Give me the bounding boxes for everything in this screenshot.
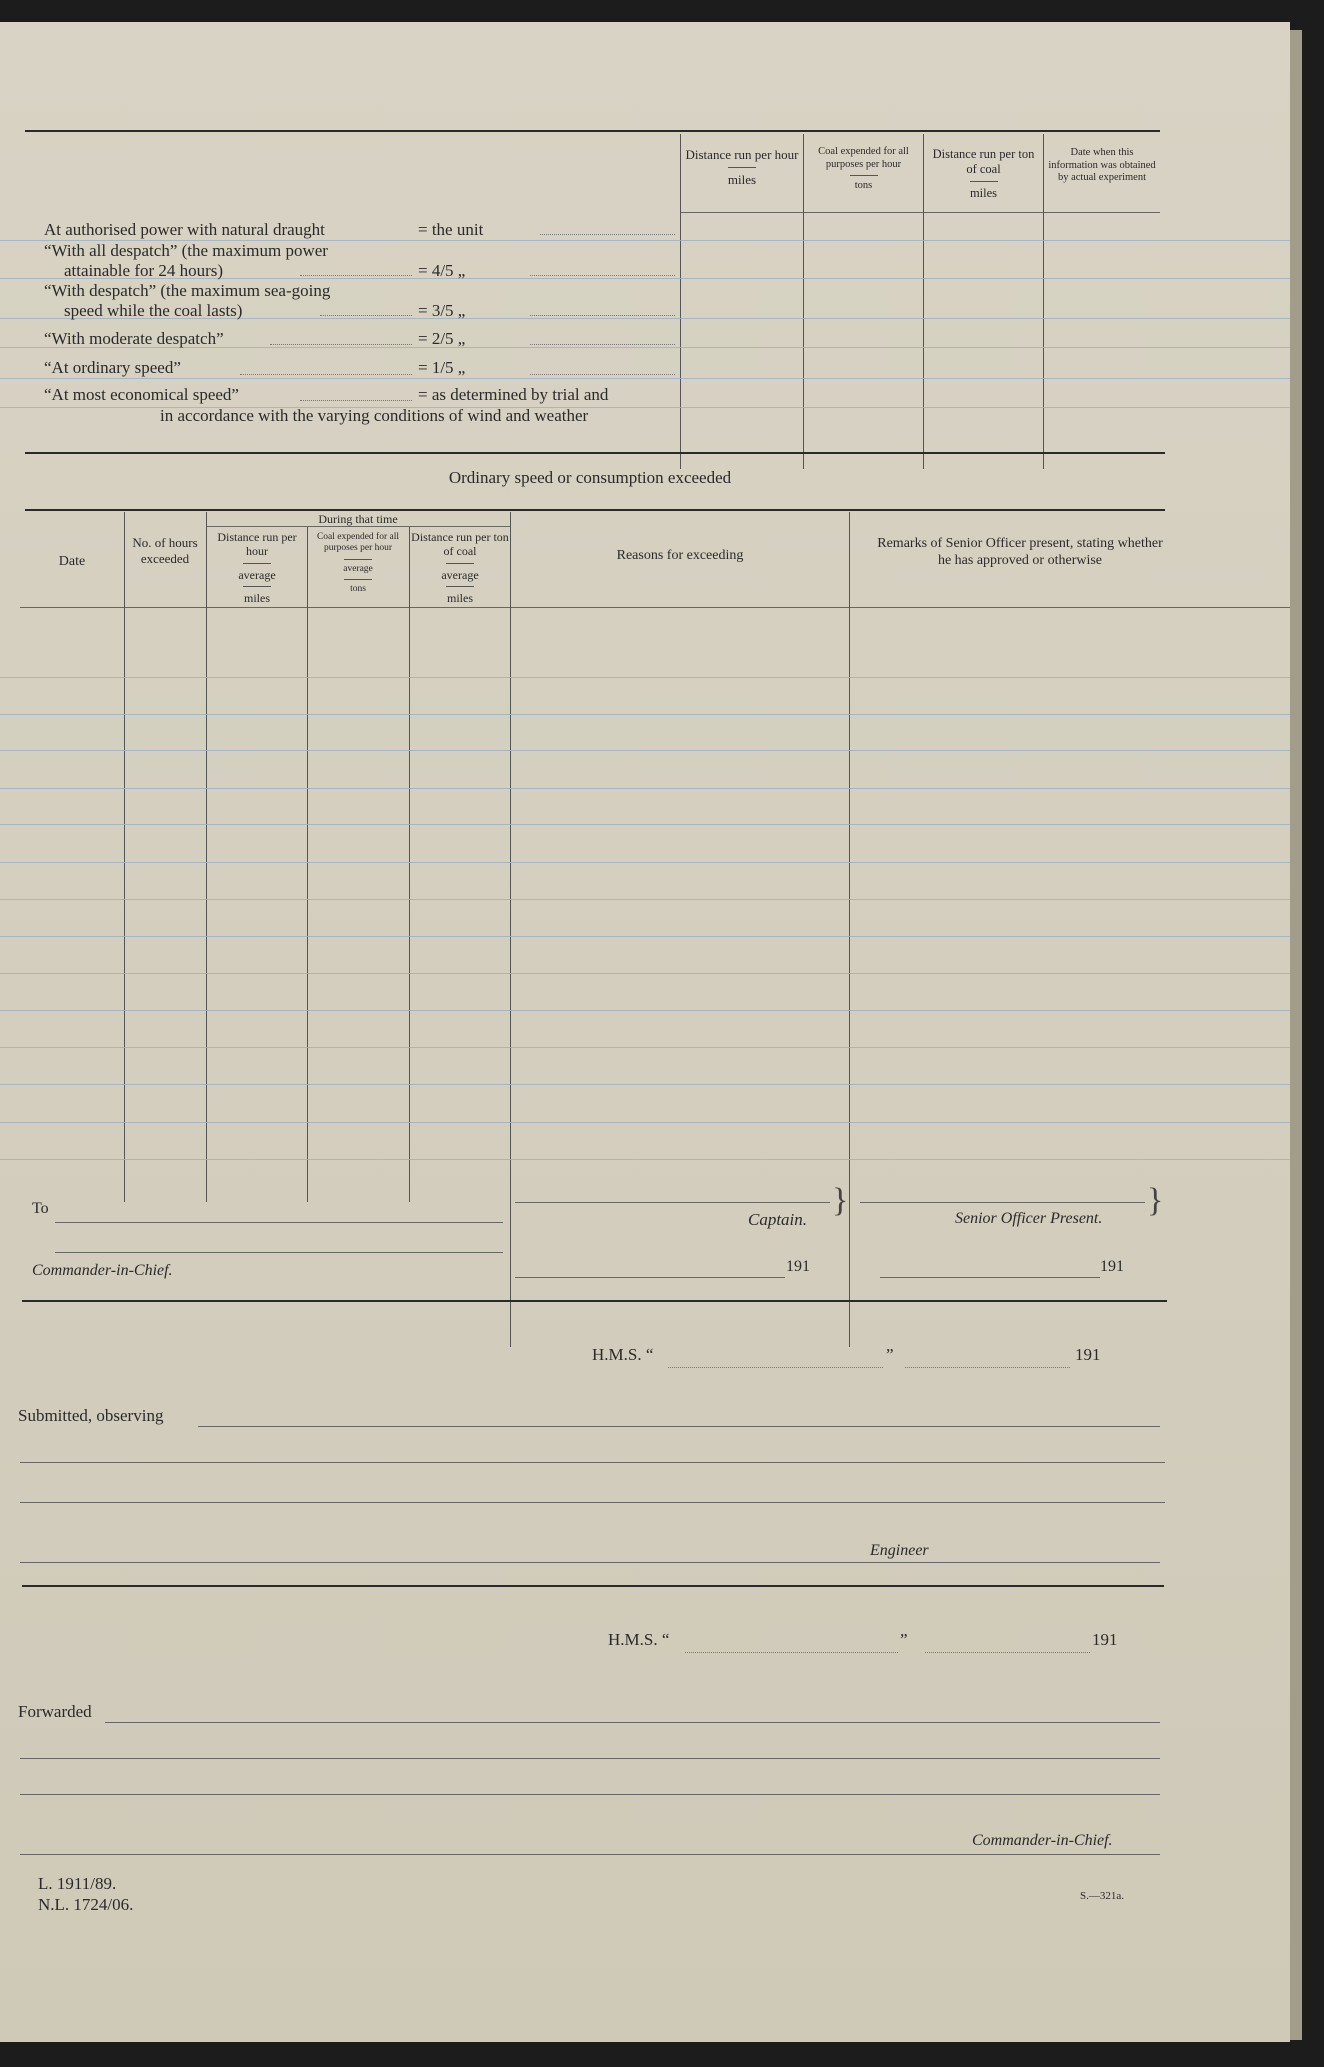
captain-year: 191 xyxy=(786,1258,810,1275)
leader-dots xyxy=(530,344,675,345)
table-row-line xyxy=(0,1122,1290,1123)
row-moderate-value: = 2/5 „ xyxy=(418,329,466,348)
leader-dots xyxy=(530,374,675,375)
table-row-line xyxy=(0,1159,1290,1160)
row-despatch-cont: speed while the coal lasts) xyxy=(64,301,243,320)
senior-year: 191 xyxy=(1100,1258,1124,1275)
submitted-hms-label: H.M.S. “ xyxy=(592,1345,654,1364)
engineer-label: Engineer xyxy=(870,1542,929,1559)
forwarded-commander-label: Commander-in-Chief. xyxy=(972,1832,1113,1849)
engineer-line[interactable] xyxy=(20,1562,1160,1563)
submitted-line-2[interactable] xyxy=(20,1462,1165,1463)
row-all-despatch-value: = 4/5 „ xyxy=(418,261,466,280)
submitted-ship-name-line[interactable] xyxy=(668,1367,883,1368)
ruled-line xyxy=(0,378,1290,379)
table-row-line xyxy=(0,973,1290,974)
submitted-date-line[interactable] xyxy=(905,1367,1070,1368)
submitted-close-quote: ” xyxy=(886,1345,894,1364)
row-moderate-despatch: “With moderate despatch” xyxy=(44,329,224,348)
table-row-line xyxy=(0,1084,1290,1085)
row-economical-value: = as determined by trial and xyxy=(418,385,609,404)
table-row-line xyxy=(0,862,1290,863)
col-divider xyxy=(923,134,924,469)
header-date: Date xyxy=(58,554,86,569)
section2-bottom-rule xyxy=(22,1300,1167,1302)
leader-dots xyxy=(530,315,675,316)
col-header-per-ton: Distance run per ton of coal miles xyxy=(932,147,1035,200)
captain-label: Captain. xyxy=(748,1210,808,1229)
exceeded-title: Ordinary speed or consumption exceeded xyxy=(448,468,732,487)
captain-signature-line[interactable] xyxy=(515,1202,830,1203)
header-hours-exceeded: No. of hours exceeded xyxy=(132,535,198,566)
leader-dots xyxy=(270,344,412,345)
col-divider xyxy=(1043,134,1044,469)
header-underline xyxy=(680,212,1160,213)
row-despatch-value: = 3/5 „ xyxy=(418,301,466,320)
table-col-divider xyxy=(849,512,850,1347)
row-despatch: “With despatch” (the maximum sea-going xyxy=(44,281,331,300)
forwarded-line-3[interactable] xyxy=(20,1794,1160,1795)
row-all-despatch: “With all despatch” (the maximum power xyxy=(44,241,328,260)
to-label: To xyxy=(32,1200,49,1217)
submitted-observing-label: Submitted, observing xyxy=(18,1406,164,1425)
forwarded-line-1[interactable] xyxy=(105,1722,1160,1723)
col-divider xyxy=(680,134,681,469)
table-row-line xyxy=(0,677,1290,678)
reference-number-2: N.L. 1724/06. xyxy=(38,1895,134,1914)
table-col-divider xyxy=(307,527,308,1202)
submitted-bottom-rule xyxy=(22,1585,1164,1587)
leader-dots xyxy=(530,275,675,276)
submitted-line-3[interactable] xyxy=(20,1502,1165,1503)
col-header-date-obtained: Date when this information was obtained by actual experiment xyxy=(1048,147,1156,184)
leader-dots xyxy=(320,315,412,316)
page-edge xyxy=(1290,30,1302,2040)
table-top-rule xyxy=(25,509,1165,511)
forwarded-line-2[interactable] xyxy=(20,1758,1160,1759)
header-distance-per-hour: Distance run per hour average miles xyxy=(217,530,297,606)
leader-dots xyxy=(300,400,412,401)
submitted-line-1[interactable] xyxy=(198,1426,1160,1427)
row-ordinary-value: = 1/5 „ xyxy=(418,358,466,377)
reference-number-1: L. 1911/89. xyxy=(38,1874,117,1893)
forwarded-signature-line[interactable] xyxy=(20,1854,1160,1855)
row-all-despatch-cont: attainable for 24 hours) xyxy=(64,261,224,280)
to-line[interactable] xyxy=(55,1222,503,1223)
header-reasons: Reasons for exceeding xyxy=(616,548,744,563)
forwarded-year: 191 xyxy=(1092,1630,1118,1649)
forwarded-hms-label: H.M.S. “ xyxy=(608,1630,670,1649)
brace-right: } xyxy=(1147,1182,1164,1219)
row-economical-cont: in accordance with the varying conditions of wind and weather xyxy=(160,406,589,425)
section1-bottom-rule xyxy=(25,452,1165,454)
captain-date-line[interactable] xyxy=(515,1277,785,1278)
forwarded-date-line[interactable] xyxy=(925,1652,1090,1653)
form-number: S.—321a. xyxy=(1080,1890,1124,1902)
commander-in-chief-label: Commander-in-Chief. xyxy=(32,1262,173,1279)
row-ordinary-speed: “At ordinary speed” xyxy=(44,358,181,377)
row-authorised-value: = the unit xyxy=(418,220,484,239)
col-header-coal: Coal expended for all purposes per hour tons xyxy=(818,146,909,192)
table-row-line xyxy=(0,1010,1290,1011)
table-row-line xyxy=(0,936,1290,937)
table-col-divider xyxy=(206,512,207,1202)
top-rule xyxy=(25,130,1160,132)
col-divider xyxy=(803,134,804,469)
row-economical-speed: “At most economical speed” xyxy=(44,385,239,404)
table-col-divider xyxy=(124,512,125,1202)
table-row-line xyxy=(0,824,1290,825)
forwarded-close-quote: ” xyxy=(900,1630,908,1649)
senior-date-line[interactable] xyxy=(880,1277,1100,1278)
forwarded-ship-name-line[interactable] xyxy=(685,1652,898,1653)
brace-right: } xyxy=(832,1182,849,1219)
leader-dots xyxy=(240,374,412,375)
header-coal-per-hour: Coal expended for all purposes per hour average tons xyxy=(316,532,400,595)
table-header-underline xyxy=(20,607,1290,608)
table-col-divider xyxy=(409,527,410,1202)
senior-signature-line[interactable] xyxy=(860,1202,1145,1203)
senior-officer-label: Senior Officer Present. xyxy=(955,1210,1103,1227)
submitted-year: 191 xyxy=(1075,1345,1101,1364)
to-line-2[interactable] xyxy=(55,1252,503,1253)
header-remarks: Remarks of Senior Officer present, stating whether he has approved or otherwise xyxy=(877,536,1163,568)
leader-dots xyxy=(540,234,675,235)
header-distance-per-ton: Distance run per ton of coal average miles xyxy=(411,530,509,606)
row-authorised-power: At authorised power with natural draught xyxy=(44,220,325,239)
leader-dots xyxy=(300,275,412,276)
col-header-distance: Distance run per hour miles xyxy=(685,147,799,187)
table-row-line xyxy=(0,788,1290,789)
table-row-line xyxy=(0,899,1290,900)
header-during-that-time: During that time xyxy=(318,512,398,526)
form-sheet xyxy=(0,22,1290,2042)
table-col-divider xyxy=(510,512,511,1347)
table-row-line xyxy=(0,750,1290,751)
table-row-line xyxy=(0,1047,1290,1048)
forwarded-label: Forwarded xyxy=(18,1702,92,1721)
table-row-line xyxy=(0,714,1290,715)
